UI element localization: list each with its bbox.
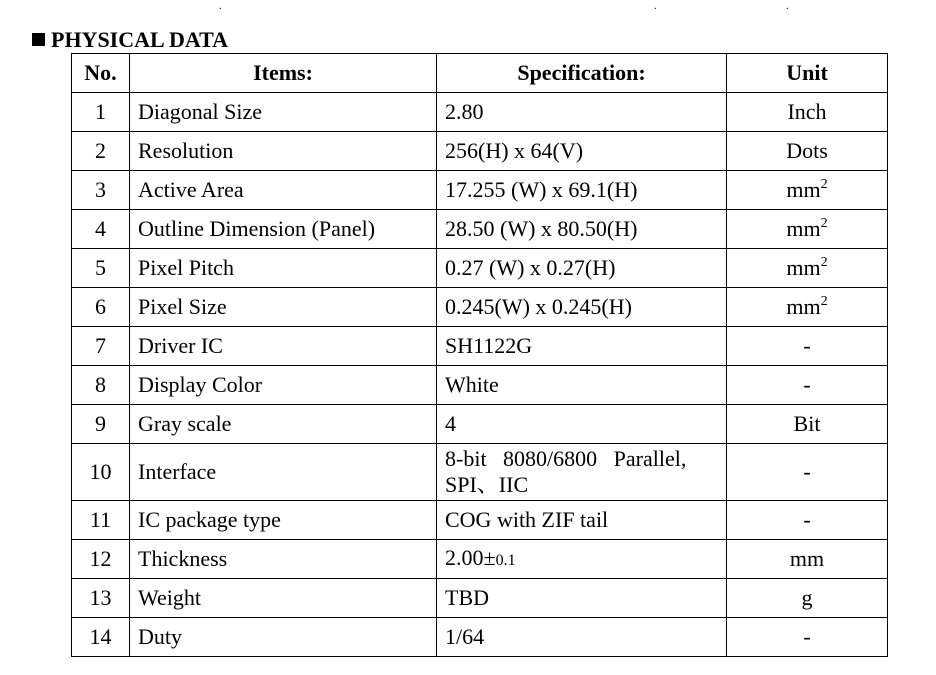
row-unit (727, 210, 888, 249)
row-unit (727, 171, 888, 210)
header-mark: . (219, 1, 222, 12)
table-row (72, 249, 888, 288)
row-unit: g (727, 579, 888, 618)
unit-base: mm (786, 294, 821, 319)
row-spec-tolerance: 0.1 (495, 551, 516, 569)
row-number: 2 (72, 132, 130, 171)
table-row (72, 501, 888, 540)
row-spec (437, 540, 727, 579)
row-spec: COG with ZIF tail (437, 501, 727, 540)
row-spec: 2.80 (437, 93, 727, 132)
row-item: Pixel Size (130, 288, 437, 327)
row-item: Gray scale (130, 405, 437, 444)
row-spec: 28.50 (W) x 80.50(H) (437, 210, 727, 249)
row-item: Resolution (130, 132, 437, 171)
row-spec-value: 2.00± (445, 544, 496, 570)
unit-superscript: 2 (820, 216, 828, 231)
table-header-row (72, 54, 888, 93)
row-spec: 1/64 (437, 618, 727, 657)
unit-base: mm (786, 216, 821, 241)
row-number: 11 (72, 501, 130, 540)
header-mark: . (786, 1, 789, 12)
header-mark: . (654, 1, 657, 12)
row-item: Thickness (130, 540, 437, 579)
row-number: 12 (72, 540, 130, 579)
row-spec: SH1122G (437, 327, 727, 366)
row-number: 5 (72, 249, 130, 288)
table-row (72, 132, 888, 171)
table-row (72, 405, 888, 444)
row-unit: - (727, 366, 888, 405)
row-number: 1 (72, 93, 130, 132)
row-spec-line: SPI、IIC (445, 472, 529, 497)
row-number: 9 (72, 405, 130, 444)
row-unit (727, 288, 888, 327)
row-number: 7 (72, 327, 130, 366)
row-spec: White (437, 366, 727, 405)
row-spec (437, 444, 727, 501)
row-unit: - (727, 327, 888, 366)
row-item: Display Color (130, 366, 437, 405)
table-row (72, 171, 888, 210)
table-row (72, 444, 888, 501)
square-bullet-icon (32, 33, 45, 46)
row-item: Interface (130, 444, 437, 501)
row-number: 4 (72, 210, 130, 249)
column-header-no: No. (72, 54, 130, 93)
row-spec: 256(H) x 64(V) (437, 132, 727, 171)
row-spec: TBD (437, 579, 727, 618)
row-unit: - (727, 444, 888, 501)
row-item: Pixel Pitch (130, 249, 437, 288)
unit-base: mm (786, 177, 821, 202)
row-unit: Bit (727, 405, 888, 444)
table-row (72, 579, 888, 618)
row-item: Driver IC (130, 327, 437, 366)
table-row (72, 327, 888, 366)
row-number: 6 (72, 288, 130, 327)
row-item: IC package type (130, 501, 437, 540)
unit-superscript: 2 (820, 177, 828, 192)
row-unit: Dots (727, 132, 888, 171)
row-unit: Inch (727, 93, 888, 132)
row-spec: 17.255 (W) x 69.1(H) (437, 171, 727, 210)
section-title: PHYSICAL DATA (51, 27, 229, 52)
row-unit: mm (727, 540, 888, 579)
row-item: Duty (130, 618, 437, 657)
table-row (72, 618, 888, 657)
column-header-items: Items: (130, 54, 437, 93)
unit-superscript: 2 (820, 294, 828, 309)
table-row (72, 210, 888, 249)
row-number: 13 (72, 579, 130, 618)
column-header-specification: Specification: (437, 54, 727, 93)
row-spec: 0.27 (W) x 0.27(H) (437, 249, 727, 288)
table-row (72, 366, 888, 405)
row-item: Diagonal Size (130, 93, 437, 132)
table-row (72, 540, 888, 579)
row-number: 10 (72, 444, 130, 501)
row-item: Active Area (130, 171, 437, 210)
table-row (72, 93, 888, 132)
row-spec-line: 8-bit 8080/6800 Parallel, (445, 446, 687, 471)
column-header-unit: Unit (727, 54, 888, 93)
row-number: 3 (72, 171, 130, 210)
physical-data-table (71, 53, 888, 657)
row-unit: - (727, 501, 888, 540)
row-item: Outline Dimension (Panel) (130, 210, 437, 249)
unit-superscript: 2 (820, 255, 828, 270)
row-unit: - (727, 618, 888, 657)
row-spec: 0.245(W) x 0.245(H) (437, 288, 727, 327)
row-number: 8 (72, 366, 130, 405)
row-item: Weight (130, 579, 437, 618)
row-number: 14 (72, 618, 130, 657)
row-unit (727, 249, 888, 288)
table-row (72, 288, 888, 327)
section-heading (32, 28, 228, 52)
unit-base: mm (786, 255, 821, 280)
row-spec: 4 (437, 405, 727, 444)
